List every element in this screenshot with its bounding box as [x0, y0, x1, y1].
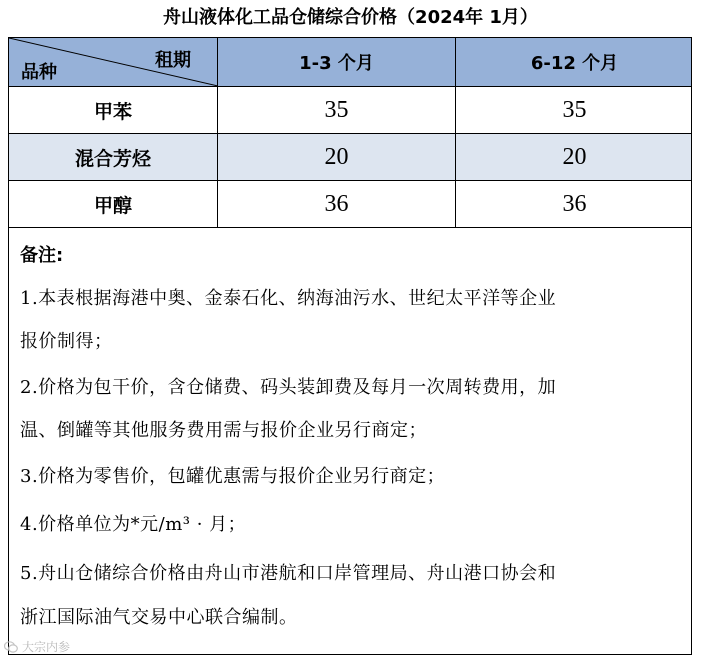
price-value: 35	[324, 96, 349, 123]
note-line: 3.价格为零售价，包罐优惠需与报价企业另行商定；	[20, 466, 446, 487]
price-cell	[218, 134, 456, 180]
column-header-label: 1-3 个月	[299, 53, 374, 74]
row-name-cell	[9, 134, 218, 180]
notes-heading: 备注:	[20, 245, 64, 266]
row-name-cell	[9, 87, 218, 133]
row-name-cell	[9, 181, 218, 227]
note-line: 温、倒罐等其他服务费用需与报价企业另行商定；	[20, 420, 427, 441]
table-row	[9, 134, 691, 181]
price-table	[8, 37, 692, 655]
page-title: 舟山液体化工品仓储综合价格（2024年 1月）	[163, 7, 538, 28]
note-line: 报价制得；	[20, 331, 113, 352]
price-cell	[456, 87, 693, 133]
watermark-text: 大宗内参	[22, 640, 71, 654]
price-value: 36	[562, 190, 587, 217]
table-row	[9, 181, 691, 228]
price-cell	[456, 181, 693, 227]
price-value: 20	[324, 143, 349, 170]
corner-col-label: 租期	[155, 50, 191, 71]
row-name: 混合芳烃	[74, 147, 151, 170]
corner-row-label: 品种	[21, 62, 57, 83]
note-line: 4.价格单位为*元/m³ · 月；	[20, 514, 247, 535]
price-value: 35	[562, 96, 587, 123]
price-cell	[218, 87, 456, 133]
price-cell	[218, 181, 456, 227]
price-value: 20	[562, 143, 587, 170]
watermark	[4, 638, 70, 656]
note-line: 2.价格为包干价，含仓储费、码头装卸费及每月一次周转费用，加	[20, 377, 557, 398]
notes-section	[9, 228, 691, 654]
wechat-icon	[4, 640, 18, 654]
column-header-1-3-months	[218, 38, 456, 86]
price-value: 36	[324, 190, 349, 217]
note-line: 5.舟山仓储综合价格由舟山市港航和口岸管理局、舟山港口协会和	[20, 563, 557, 584]
row-name: 甲苯	[93, 100, 132, 123]
corner-cell	[9, 38, 218, 86]
price-cell	[456, 134, 693, 180]
column-header-6-12-months	[456, 38, 693, 86]
table-header-row	[9, 38, 691, 87]
note-line: 浙江国际油气交易中心联合编制。	[20, 607, 298, 628]
table-row	[9, 87, 691, 134]
column-header-label: 6-12 个月	[530, 53, 619, 74]
note-line: 1.本表根据海港中奥、金泰石化、纳海油污水、世纪太平洋等企业	[20, 288, 557, 309]
row-name: 甲醇	[93, 194, 132, 217]
